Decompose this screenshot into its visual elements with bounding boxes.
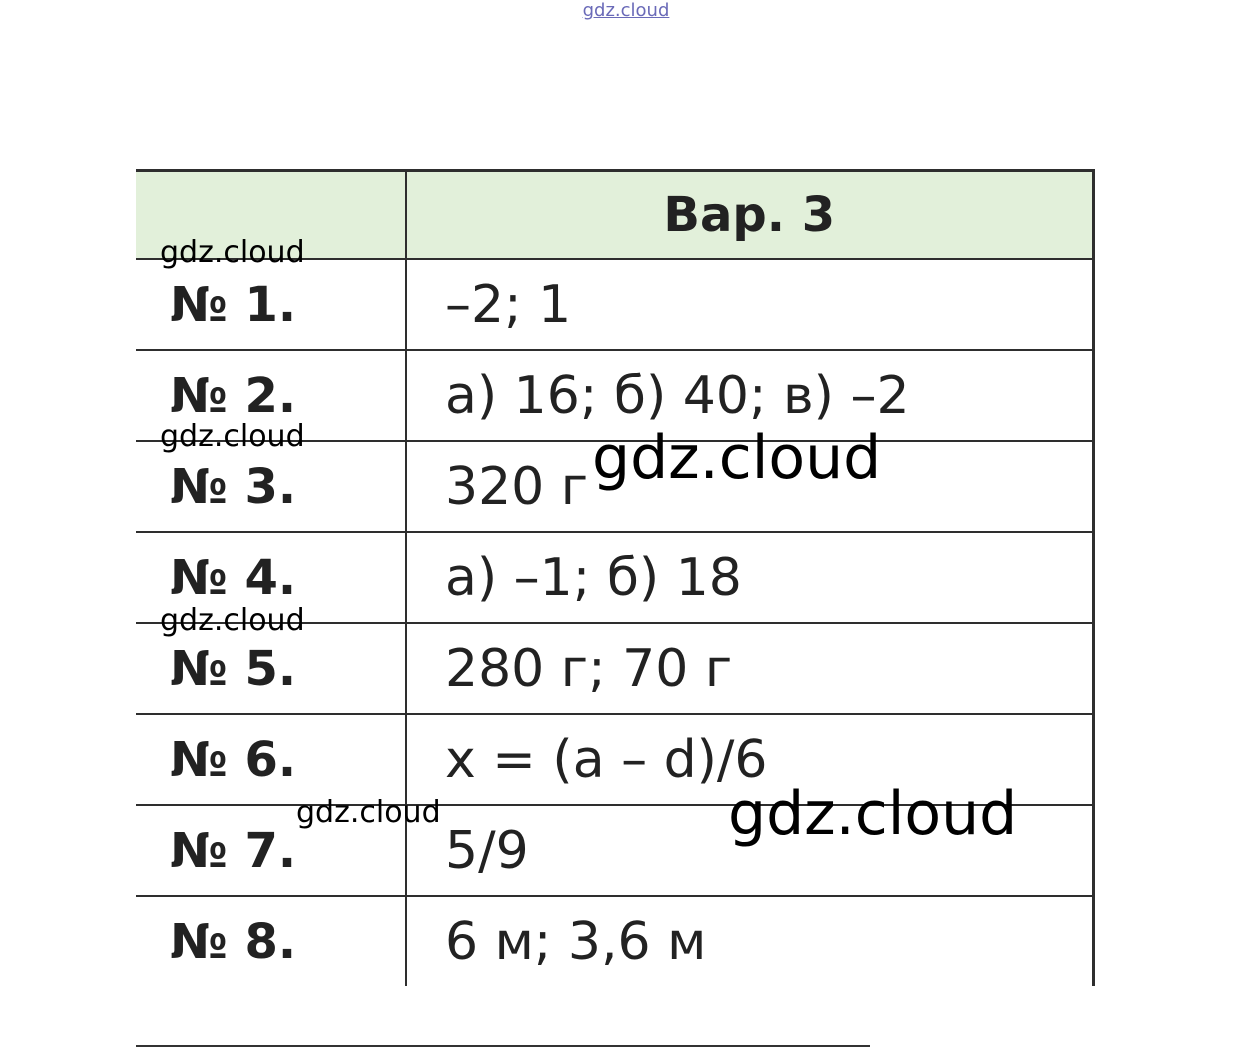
watermark: gdz.cloud — [160, 235, 305, 270]
task-answer: а) –1; б) 18 — [406, 532, 1093, 623]
watermark: gdz.cloud — [296, 795, 441, 830]
variant-header: Вар. 3 — [406, 171, 1093, 260]
task-answer: –2; 1 — [406, 259, 1093, 350]
task-number: № 8. — [136, 896, 406, 986]
task-answer: 6 м; 3,6 м — [406, 896, 1093, 986]
task-answer: 5/9 — [406, 805, 1093, 896]
task-answer: x = (a – d)/6 — [406, 714, 1093, 805]
task-number: № 1. — [136, 259, 406, 350]
task-answer: а) 16; б) 40; в) –2 — [406, 350, 1093, 441]
watermark: gdz.cloud — [160, 419, 305, 454]
task-number: № 3. — [136, 441, 406, 532]
table-row — [136, 259, 1093, 350]
task-answer: 320 г — [406, 441, 1093, 532]
task-answer: 280 г; 70 г — [406, 623, 1093, 714]
bottom-divider — [136, 1045, 870, 1047]
answers-table — [136, 169, 1095, 986]
task-number: № 6. — [136, 714, 406, 805]
watermark: gdz.cloud — [160, 603, 305, 638]
watermark: gdz.cloud — [728, 779, 1018, 849]
watermark: gdz.cloud — [592, 423, 882, 493]
task-number: № 7. — [136, 805, 406, 896]
task-number: № 5. — [136, 623, 406, 714]
top-watermark-link[interactable]: gdz.cloud — [582, 0, 670, 21]
task-number: № 2. — [136, 350, 406, 441]
table-row — [136, 896, 1093, 986]
task-number: № 4. — [136, 532, 406, 623]
